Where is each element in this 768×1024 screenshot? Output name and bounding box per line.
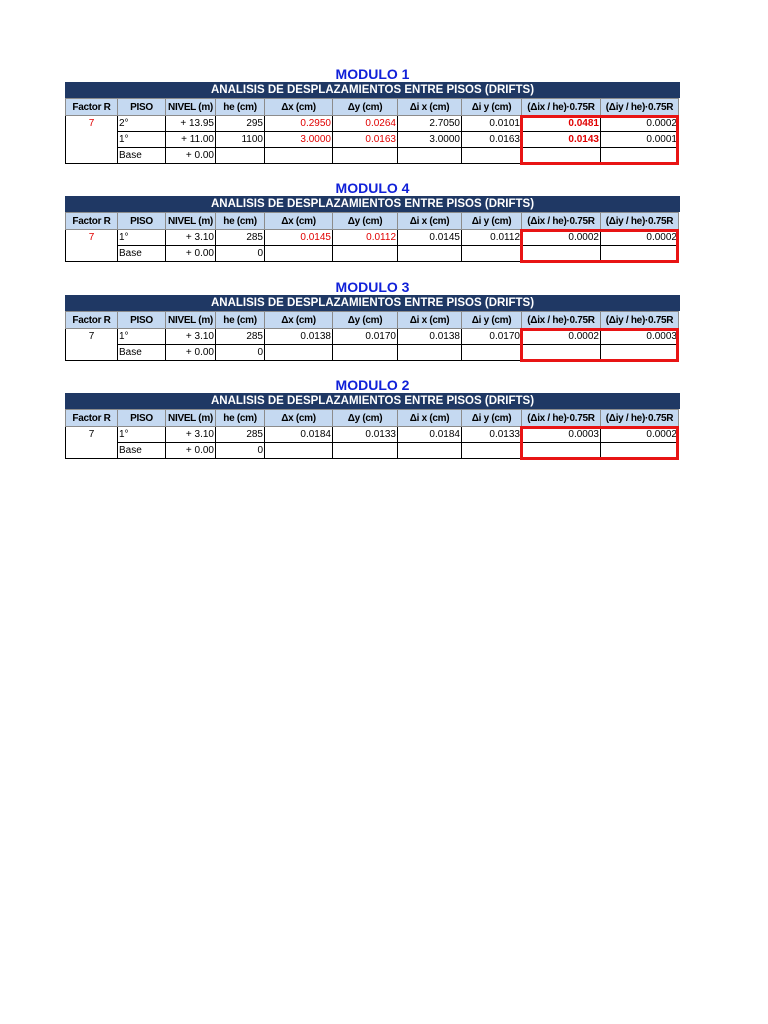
dix-cell: 3.0000	[398, 132, 462, 148]
he-cell: 0	[216, 246, 265, 262]
drift-table	[65, 98, 679, 164]
table-row	[66, 329, 679, 345]
module-title: MODULO 1	[335, 66, 410, 82]
column-header: Δx (cm)	[265, 410, 333, 427]
drift-table	[65, 409, 679, 459]
dy-cell	[333, 345, 398, 361]
diy-cell	[462, 443, 522, 459]
dx-cell: 0.0138	[265, 329, 333, 345]
column-header: he (cm)	[216, 213, 265, 230]
ratio-y-cell	[601, 345, 679, 361]
piso-cell: 1°	[118, 427, 166, 443]
piso-cell: Base	[118, 345, 166, 361]
dx-cell	[265, 246, 333, 262]
module-title: MODULO 4	[335, 180, 410, 196]
column-header: he (cm)	[216, 410, 265, 427]
table-row	[66, 246, 679, 262]
ratio-x-cell: 0.0143	[522, 132, 601, 148]
column-header: Δy (cm)	[333, 213, 398, 230]
table-row	[66, 443, 679, 459]
ratio-x-cell: 0.0481	[522, 116, 601, 132]
ratio-y-cell: 0.0003	[601, 329, 679, 345]
diy-cell: 0.0163	[462, 132, 522, 148]
he-cell	[216, 148, 265, 164]
table-banner: ANALISIS DE DESPLAZAMIENTOS ENTRE PISOS (DRIFTS)	[65, 295, 680, 311]
nivel-cell: + 0.00	[166, 345, 216, 361]
header-row	[66, 99, 679, 116]
diy-cell	[462, 148, 522, 164]
column-header: (Δix / he)·0.75R	[522, 410, 601, 427]
column-header: Δi y (cm)	[462, 213, 522, 230]
dx-cell: 3.0000	[265, 132, 333, 148]
column-header: (Δiy / he)·0.75R	[601, 99, 679, 116]
piso-cell: 1°	[118, 329, 166, 345]
dix-cell	[398, 246, 462, 262]
column-header: he (cm)	[216, 99, 265, 116]
piso-cell: 1°	[118, 132, 166, 148]
column-header: Δx (cm)	[265, 312, 333, 329]
ratio-x-cell: 0.0003	[522, 427, 601, 443]
column-header: he (cm)	[216, 312, 265, 329]
piso-cell: Base	[118, 443, 166, 459]
module-title: MODULO 3	[335, 279, 410, 295]
he-cell: 285	[216, 329, 265, 345]
ratio-y-cell	[601, 246, 679, 262]
header-row	[66, 410, 679, 427]
table-banner: ANALISIS DE DESPLAZAMIENTOS ENTRE PISOS (DRIFTS)	[65, 82, 680, 98]
header-row	[66, 312, 679, 329]
column-header: (Δix / he)·0.75R	[522, 312, 601, 329]
table-row	[66, 132, 679, 148]
dx-cell: 0.2950	[265, 116, 333, 132]
header-row	[66, 213, 679, 230]
drift-table	[65, 212, 679, 262]
dix-cell: 0.0138	[398, 329, 462, 345]
ratio-y-cell	[601, 148, 679, 164]
he-cell: 0	[216, 345, 265, 361]
column-header: Δx (cm)	[265, 99, 333, 116]
column-header: (Δiy / he)·0.75R	[601, 410, 679, 427]
diy-cell: 0.0133	[462, 427, 522, 443]
column-header: (Δiy / he)·0.75R	[601, 213, 679, 230]
dx-cell: 0.0145	[265, 230, 333, 246]
column-header: Factor R	[66, 312, 118, 329]
column-header: PISO	[118, 410, 166, 427]
ratio-x-cell	[522, 345, 601, 361]
diy-cell: 0.0101	[462, 116, 522, 132]
factor-r-cell: 7	[66, 329, 118, 361]
dy-cell: 0.0112	[333, 230, 398, 246]
column-header: PISO	[118, 99, 166, 116]
dix-cell: 0.0145	[398, 230, 462, 246]
column-header: NIVEL (m)	[166, 99, 216, 116]
table-row	[66, 427, 679, 443]
ratio-y-cell	[601, 443, 679, 459]
dix-cell: 2.7050	[398, 116, 462, 132]
column-header: Δi y (cm)	[462, 99, 522, 116]
nivel-cell: + 11.00	[166, 132, 216, 148]
dix-cell: 0.0184	[398, 427, 462, 443]
ratio-y-cell: 0.0001	[601, 132, 679, 148]
dy-cell	[333, 246, 398, 262]
piso-cell: Base	[118, 148, 166, 164]
column-header: Factor R	[66, 410, 118, 427]
ratio-x-cell: 0.0002	[522, 329, 601, 345]
column-header: Δi x (cm)	[398, 213, 462, 230]
dy-cell	[333, 148, 398, 164]
dy-cell: 0.0163	[333, 132, 398, 148]
he-cell: 285	[216, 427, 265, 443]
table-row	[66, 345, 679, 361]
nivel-cell: + 3.10	[166, 427, 216, 443]
column-header: Factor R	[66, 99, 118, 116]
column-header: NIVEL (m)	[166, 410, 216, 427]
column-header: Δi y (cm)	[462, 312, 522, 329]
ratio-y-cell: 0.0002	[601, 230, 679, 246]
he-cell: 1100	[216, 132, 265, 148]
column-header: Factor R	[66, 213, 118, 230]
ratio-x-cell: 0.0002	[522, 230, 601, 246]
column-header: Δi x (cm)	[398, 410, 462, 427]
ratio-y-cell: 0.0002	[601, 427, 679, 443]
diy-cell: 0.0112	[462, 230, 522, 246]
piso-cell: Base	[118, 246, 166, 262]
nivel-cell: + 13.95	[166, 116, 216, 132]
dx-cell	[265, 443, 333, 459]
diy-cell: 0.0170	[462, 329, 522, 345]
nivel-cell: + 0.00	[166, 443, 216, 459]
dy-cell	[333, 443, 398, 459]
nivel-cell: + 3.10	[166, 329, 216, 345]
nivel-cell: + 3.10	[166, 230, 216, 246]
diy-cell	[462, 246, 522, 262]
dy-cell: 0.0170	[333, 329, 398, 345]
column-header: Δy (cm)	[333, 312, 398, 329]
column-header: (Δix / he)·0.75R	[522, 213, 601, 230]
ratio-x-cell	[522, 148, 601, 164]
column-header: NIVEL (m)	[166, 312, 216, 329]
column-header: PISO	[118, 213, 166, 230]
column-header: Δi x (cm)	[398, 312, 462, 329]
column-header: NIVEL (m)	[166, 213, 216, 230]
factor-r-cell: 7	[66, 427, 118, 459]
module-title: MODULO 2	[335, 377, 410, 393]
ratio-x-cell	[522, 443, 601, 459]
factor-r-cell: 7	[66, 116, 118, 164]
dx-cell	[265, 148, 333, 164]
dy-cell: 0.0264	[333, 116, 398, 132]
column-header: Δi y (cm)	[462, 410, 522, 427]
column-header: Δi x (cm)	[398, 99, 462, 116]
dx-cell	[265, 345, 333, 361]
piso-cell: 2°	[118, 116, 166, 132]
he-cell: 295	[216, 116, 265, 132]
column-header: Δy (cm)	[333, 99, 398, 116]
dix-cell	[398, 148, 462, 164]
nivel-cell: + 0.00	[166, 148, 216, 164]
drift-table	[65, 311, 679, 361]
dy-cell: 0.0133	[333, 427, 398, 443]
ratio-y-cell: 0.0002	[601, 116, 679, 132]
table-banner: ANALISIS DE DESPLAZAMIENTOS ENTRE PISOS (DRIFTS)	[65, 393, 680, 409]
table-row	[66, 148, 679, 164]
nivel-cell: + 0.00	[166, 246, 216, 262]
piso-cell: 1°	[118, 230, 166, 246]
factor-r-cell: 7	[66, 230, 118, 262]
dx-cell: 0.0184	[265, 427, 333, 443]
ratio-x-cell	[522, 246, 601, 262]
dix-cell	[398, 345, 462, 361]
column-header: PISO	[118, 312, 166, 329]
table-row	[66, 116, 679, 132]
he-cell: 285	[216, 230, 265, 246]
column-header: Δx (cm)	[265, 213, 333, 230]
column-header: (Δix / he)·0.75R	[522, 99, 601, 116]
he-cell: 0	[216, 443, 265, 459]
diy-cell	[462, 345, 522, 361]
column-header: Δy (cm)	[333, 410, 398, 427]
table-row	[66, 230, 679, 246]
table-banner: ANALISIS DE DESPLAZAMIENTOS ENTRE PISOS (DRIFTS)	[65, 196, 680, 212]
column-header: (Δiy / he)·0.75R	[601, 312, 679, 329]
dix-cell	[398, 443, 462, 459]
